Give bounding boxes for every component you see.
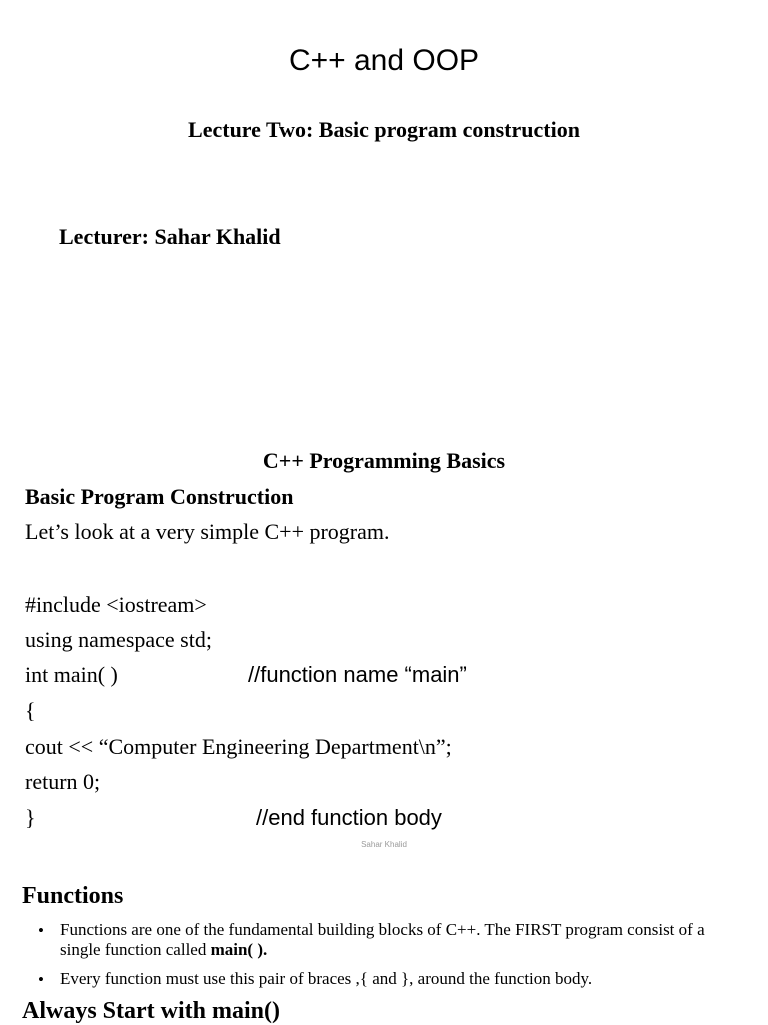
bullet-item <box>60 920 740 960</box>
functions-heading: Functions <box>22 883 124 909</box>
code-line-close-brace: } <box>25 805 36 830</box>
code-comment-main: //function name “main” <box>248 662 467 687</box>
section-heading: C++ Programming Basics <box>262 448 506 473</box>
section-subheading: Basic Program Construction <box>25 484 294 509</box>
code-line-open-brace: { <box>25 698 36 723</box>
slide-title: C++ and OOP <box>288 44 480 77</box>
next-heading: Always Start with main() <box>22 998 280 1024</box>
code-line-include: #include <iostream> <box>25 592 207 617</box>
code-line-cout: cout << “Computer Engineering Department\n”; <box>25 734 452 759</box>
bullet-bold-text: main( ). <box>210 940 268 959</box>
lecturer-name: Lecturer: Sahar Khalid <box>59 224 281 249</box>
bullet-marker: • <box>38 970 44 989</box>
bullet-text: Functions are one of the fundamental building blocks of C++. The FIRST program consist of a single function called <box>60 920 705 959</box>
code-line-namespace: using namespace std; <box>25 627 212 652</box>
code-line-main: int main( ) <box>25 662 118 687</box>
code-line-return: return 0; <box>25 769 101 794</box>
code-comment-end: //end function body <box>256 805 442 830</box>
slide-footer: Sahar Khalid <box>361 840 407 849</box>
lecture-subtitle: Lecture Two: Basic program construction <box>188 117 580 142</box>
intro-text: Let’s look at a very simple C++ program. <box>25 519 390 544</box>
bullet-marker: • <box>38 921 44 940</box>
bullet-item: Every function must use this pair of braces ,{ and }, around the function body. <box>60 969 593 988</box>
